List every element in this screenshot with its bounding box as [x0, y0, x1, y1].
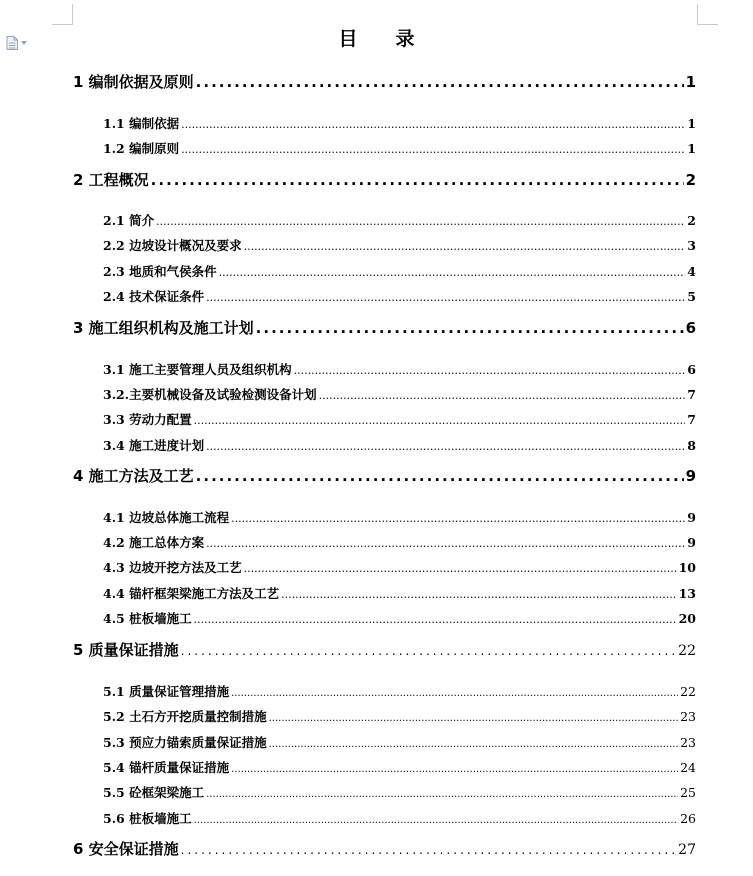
toc-leader — [196, 73, 684, 91]
toc-entry-label: 4.3 边坡开挖方法及工艺 — [103, 560, 242, 575]
toc-entry-label: 2.1 简介 — [103, 213, 155, 228]
toc-leader — [281, 588, 676, 601]
toc-entry-3-3[interactable] — [103, 410, 696, 428]
toc-entry-label: 1 编制依据及原则 — [73, 73, 194, 91]
toc-entry-label: 5.2 土石方开挖质量控制措施 — [103, 709, 267, 724]
toc-leader — [231, 512, 685, 525]
toc-entry-5-2[interactable] — [103, 707, 696, 725]
toc-leader — [269, 713, 678, 724]
toc-entry-label: 3.2.主要机械设备及试验检测设备计划 — [103, 387, 317, 402]
toc-entry-label: 3.3 劳动力配置 — [103, 412, 192, 427]
toc-entry-label: 3 施工组织机构及施工计划 — [73, 319, 254, 337]
toc-leader — [196, 467, 684, 485]
toc-entry-page: 10 — [678, 560, 696, 575]
toc-entry-label: 3.1 施工主要管理人员及组织机构 — [103, 362, 292, 377]
toc-leader — [156, 215, 685, 228]
toc-leader — [244, 240, 686, 253]
toc-entry-label: 2 工程概况 — [73, 171, 149, 189]
toc-leader — [294, 364, 686, 377]
toc-entry-2[interactable] — [73, 169, 696, 190]
toc-leader — [269, 739, 678, 750]
toc-leader — [206, 291, 685, 304]
toc-entry-label: 3.4 施工进度计划 — [103, 438, 205, 453]
toc-entry-page: 4 — [687, 264, 696, 279]
toc-leader — [219, 266, 686, 279]
toc-leader — [181, 843, 677, 857]
toc-entry-label: 4.5 桩板墙施工 — [103, 611, 192, 626]
toc-entry-4-4[interactable] — [103, 584, 696, 602]
toc-entry-page: 3 — [687, 238, 696, 253]
toc-entry-page: 7 — [687, 387, 696, 402]
toc-entry-page: 1 — [687, 141, 696, 156]
page-corner-mark-left — [52, 4, 73, 25]
toc-entry-label: 5.6 桩板墙施工 — [103, 811, 192, 826]
toc-entry-label: 5.5 砼框架梁施工 — [103, 785, 205, 800]
toc-entry-page: 6 — [685, 319, 696, 337]
toc-entry-3-1[interactable] — [103, 360, 696, 378]
toc-entry-1-1[interactable] — [103, 114, 696, 132]
toc-entry-4-3[interactable] — [103, 558, 696, 576]
toc-entry-page: 1 — [687, 116, 696, 131]
toc-leader — [194, 815, 678, 826]
toc-entry-4[interactable] — [73, 465, 696, 486]
toc-entry-5-3[interactable] — [103, 733, 696, 751]
toc-leader — [206, 789, 678, 800]
toc-entry-label: 1.2 编制原则 — [103, 141, 180, 156]
toc-entry-page: 7 — [687, 412, 696, 427]
toc-entry-5-4[interactable] — [103, 758, 696, 776]
toc-leader — [151, 171, 684, 189]
toc-entry-label: 2.2 边坡设计概况及要求 — [103, 238, 242, 253]
toc-title-left: 目 — [338, 28, 358, 50]
toc-entry-page: 9 — [687, 535, 696, 550]
toc-entry-label: 5.3 预应力锚索质量保证措施 — [103, 735, 267, 750]
toc-entry-label: 5.1 质量保证管理措施 — [103, 684, 230, 699]
toc-entry-2-2[interactable] — [103, 236, 696, 254]
toc-leader — [194, 613, 677, 626]
toc-entry-page: 20 — [678, 611, 696, 626]
toc-entry-page: 9 — [687, 510, 696, 525]
toc-entry-page: 2 — [687, 213, 696, 228]
toc-entry-page: 5 — [687, 289, 696, 304]
toc-entry-page: 27 — [678, 842, 696, 858]
toc-entry-page: 26 — [680, 811, 696, 826]
toc-entry-page: 13 — [678, 586, 696, 601]
toc-entry-label: 4.2 施工总体方案 — [103, 535, 205, 550]
toc-entry-page: 9 — [685, 467, 696, 485]
toc-entry-4-2[interactable] — [103, 533, 696, 551]
toc-leader — [206, 537, 685, 550]
page-corner-mark-right — [697, 4, 718, 25]
toc-leader — [256, 319, 684, 337]
toc-entry-page: 23 — [680, 735, 696, 750]
toc-entry-page: 1 — [685, 73, 696, 91]
toc-leader — [206, 440, 685, 453]
toc-entry-label: 5.4 锚杆质量保证措施 — [103, 760, 230, 775]
toc-leader — [231, 764, 678, 775]
toc-entry-2-3[interactable] — [103, 262, 696, 280]
toc-leader — [181, 118, 685, 131]
toc-entry-5-6[interactable] — [103, 809, 696, 827]
toc-entry-5-1[interactable] — [103, 682, 696, 700]
toc-title — [0, 24, 753, 51]
toc-title-right: 录 — [395, 28, 415, 50]
toc-leader — [194, 414, 686, 427]
toc-entry-label: 5 质量保证措施 — [73, 641, 179, 659]
toc-entry-2-1[interactable] — [103, 211, 696, 229]
toc-entry-6[interactable] — [73, 838, 696, 859]
toc-entry-label: 2.3 地质和气侯条件 — [103, 264, 217, 279]
toc-entry-3-2[interactable] — [103, 385, 696, 403]
toc-entry-page: 2 — [685, 171, 696, 189]
toc-entry-page: 22 — [680, 684, 696, 699]
toc-entry-4-1[interactable] — [103, 508, 696, 526]
toc-entry-label: 4 施工方法及工艺 — [73, 467, 194, 485]
toc-entry-page: 24 — [680, 760, 696, 775]
toc-entry-label: 4.4 锚杆框架梁施工方法及工艺 — [103, 586, 280, 601]
toc-entry-label: 6 安全保证措施 — [73, 840, 179, 858]
toc-entry-page: 8 — [687, 438, 696, 453]
toc-entry-label: 2.4 技术保证条件 — [103, 289, 205, 304]
toc-entry-page: 25 — [680, 785, 696, 800]
toc-entry-label: 1.1 编制依据 — [103, 116, 180, 131]
toc-entry-5[interactable] — [73, 639, 696, 660]
toc-entry-5-5[interactable] — [103, 783, 696, 801]
toc-entry-page: 23 — [680, 709, 696, 724]
toc-entry-3[interactable] — [73, 317, 696, 338]
toc-entry-page: 6 — [687, 362, 696, 377]
toc-entry-label: 4.1 边坡总体施工流程 — [103, 510, 230, 525]
toc-leader — [319, 389, 686, 402]
toc-leader — [181, 143, 685, 156]
toc-leader — [181, 644, 677, 658]
toc-entry-4-5[interactable] — [103, 609, 696, 627]
toc-entry-page: 22 — [678, 643, 696, 659]
toc-entry-1[interactable] — [73, 71, 696, 92]
toc-entry-3-4[interactable] — [103, 436, 696, 454]
toc-entry-1-2[interactable] — [103, 139, 696, 157]
toc-entry-2-4[interactable] — [103, 287, 696, 305]
toc-leader — [244, 562, 677, 575]
toc-leader — [231, 688, 678, 699]
